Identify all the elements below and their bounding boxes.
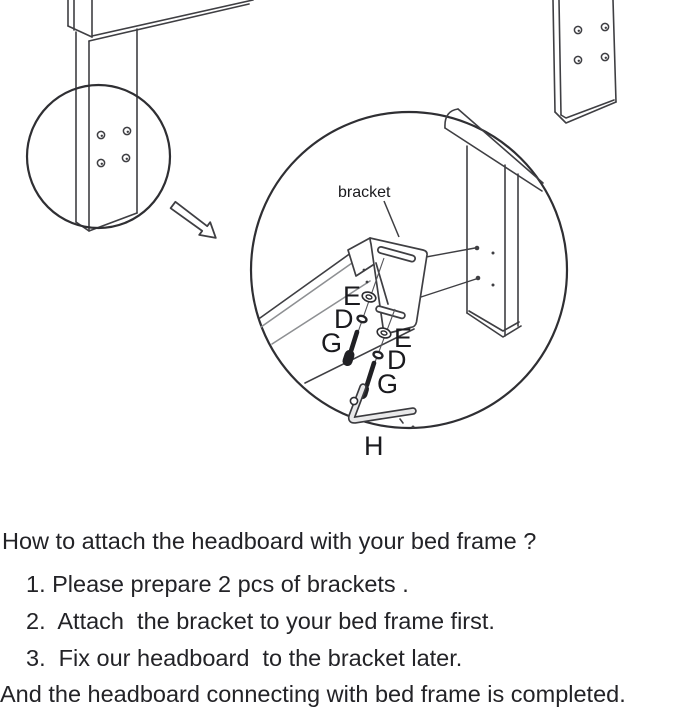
instruction-step-3: 3. Fix our headboard to the bracket later. <box>26 645 463 671</box>
label-e2: E <box>394 323 413 353</box>
label-h: H <box>364 431 384 461</box>
instruction-step-1: 1. Please prepare 2 pcs of brackets . <box>26 571 409 597</box>
leg-screw-holes <box>97 127 130 166</box>
label-e1: E <box>343 281 362 311</box>
post-screw-holes <box>574 23 608 63</box>
magnifier-circle-small <box>27 85 170 228</box>
label-d1: D <box>334 304 354 334</box>
headboard-leg-drawing <box>68 0 253 231</box>
bracket-label-leader <box>384 201 399 237</box>
bed-post-in-circle <box>467 146 521 337</box>
bed-post-holes <box>475 246 495 287</box>
label-d2: D <box>387 345 407 375</box>
instructions-conclusion: And the headboard connecting with bed frame is completed. <box>0 681 626 707</box>
label-g1: G <box>321 328 343 358</box>
bolt-g1 <box>348 332 358 361</box>
washer-e1 <box>361 290 377 303</box>
bed-frame-post-drawing <box>553 0 616 123</box>
spring-washer-d1 <box>357 315 368 324</box>
instruction-step-2: 2. Attach the bracket to your bed frame first. <box>26 608 495 634</box>
spring-washer-d2 <box>373 351 384 360</box>
bracket-label: bracket <box>338 184 391 201</box>
zoom-arrow-icon <box>171 202 216 238</box>
retainer-ring <box>350 397 357 404</box>
instructions-title: How to attach the headboard with your bed frame ? <box>2 528 537 554</box>
label-g2: G <box>377 369 399 399</box>
